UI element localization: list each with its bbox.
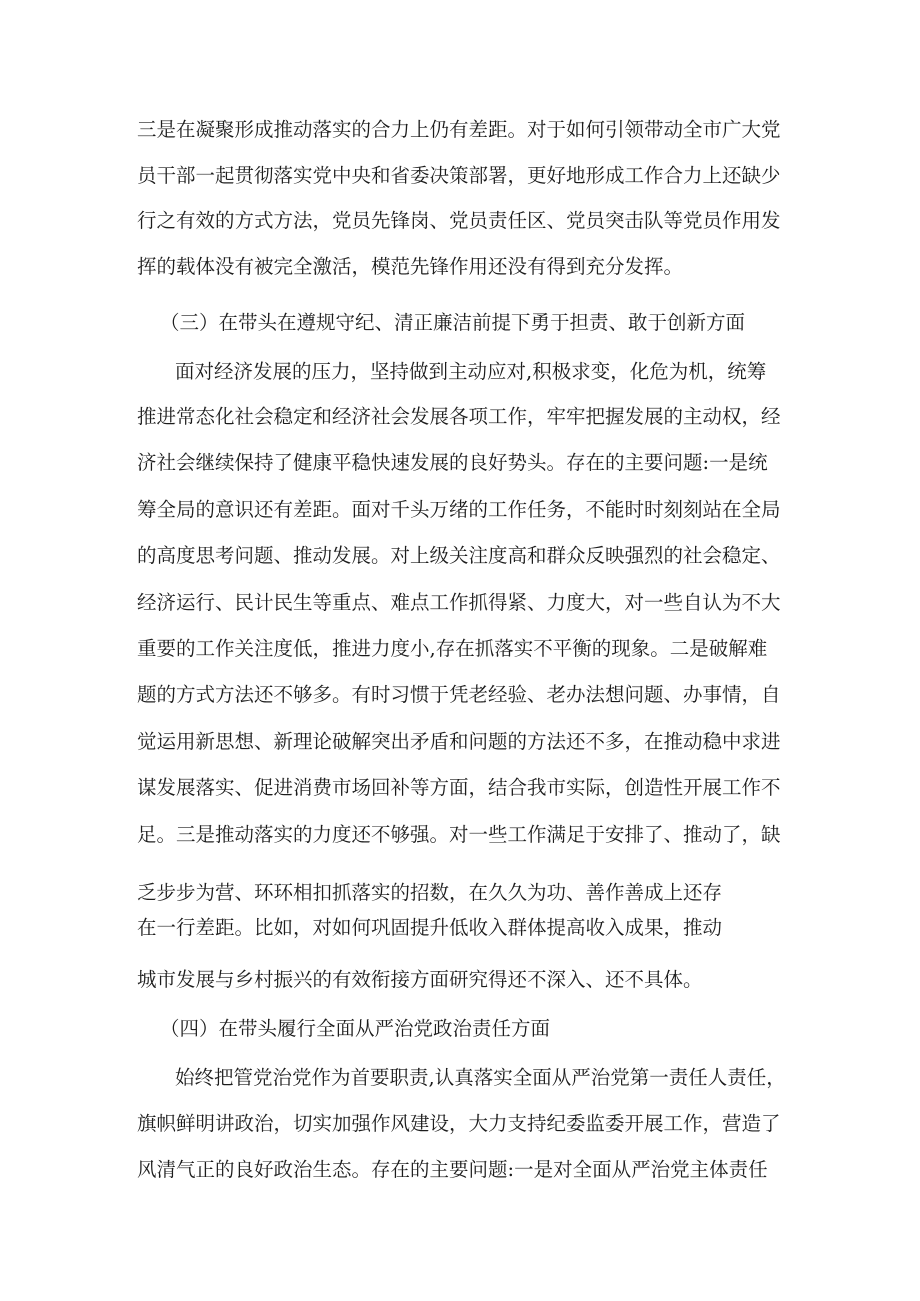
paragraph-line: 始终把管党治党作为首要职责,认真落实全面从严治党第一责任人责任， [175,1066,786,1089]
paragraph-line: 旗帜鲜明讲政治，切实加强作风建设，大力支持纪委监委开展工作，营造了 [137,1112,781,1135]
paragraph-line: 面对经济发展的压力，坚持做到主动应对,积极求变，化危为机，统筹 [175,360,767,383]
section-heading-3: （三）在带头在遵规守纪、清正廉洁前提下勇于担责、敢于创新方面 [160,311,746,334]
paragraph-line: 行之有效的方式方法，党员先锋岗、党员责任区、党员突击队等党员作用发 [137,209,781,232]
paragraph-line: 足。三是推动落实的力度还不够强。对一些工作满足于安排了、推动了，缺 [137,823,781,846]
paragraph-line: 谋发展落实、促进消费市场回补等方面，结合我市实际，创造性开展工作不 [137,776,781,799]
paragraph-line: 筹全局的意识还有差距。面对千头万绪的工作任务，不能时时刻刻站在全局 [137,498,781,521]
paragraph-line: 在一行差距。比如，对如何巩固提升低收入群体提高收入成果，推动 [137,916,723,939]
section-heading-4: （四）在带头履行全面从严治党政治责任方面 [160,1017,551,1040]
paragraph-line: 员干部一起贯彻落实党中央和省委决策部署，更好地形成工作合力上还缺少 [137,164,781,187]
paragraph-line: 城市发展与乡村振兴的有效衔接方面研究得还不深入、还不具体。 [137,968,703,991]
paragraph-line: 推进常态化社会稳定和经济社会发展各项工作，牢牢把握发展的主动权，经 [137,405,781,428]
paragraph-line: 济社会继续保持了健康平稳快速发展的良好势头。存在的主要问题:一是统 [137,451,768,474]
paragraph-line: 经济运行、民计民生等重点、难点工作抓得紧、力度大，对一些自认为不大 [137,591,781,614]
paragraph-line: 重要的工作关注度低，推进力度小,存在抓落实不平衡的现象。二是破解难 [137,637,768,660]
paragraph-line: 题的方式方法还不够多。有时习惯于凭老经验、老办法想问题、办事情，自 [137,683,781,706]
paragraph-line: 挥的载体没有被完全激活，模范先锋作用还没有得到充分发挥。 [137,255,684,278]
paragraph-line: 风清气正的良好政治生态。存在的主要问题:一是对全面从严治党主体责任 [137,1158,768,1181]
paragraph-line: 三是在凝聚形成推动落实的合力上仍有差距。对于如何引领带动全市广大党 [137,118,781,141]
paragraph-line: 乏步步为营、环环相扣抓落实的招数，在久久为功、善作善成上还存 [137,881,723,904]
paragraph-line: 的高度思考问题、推动发展。对上级关注度高和群众反映强烈的社会稳定、 [137,544,781,567]
paragraph-line: 觉运用新思想、新理论破解突出矛盾和问题的方法还不多，在推动稳中求进 [137,730,781,753]
